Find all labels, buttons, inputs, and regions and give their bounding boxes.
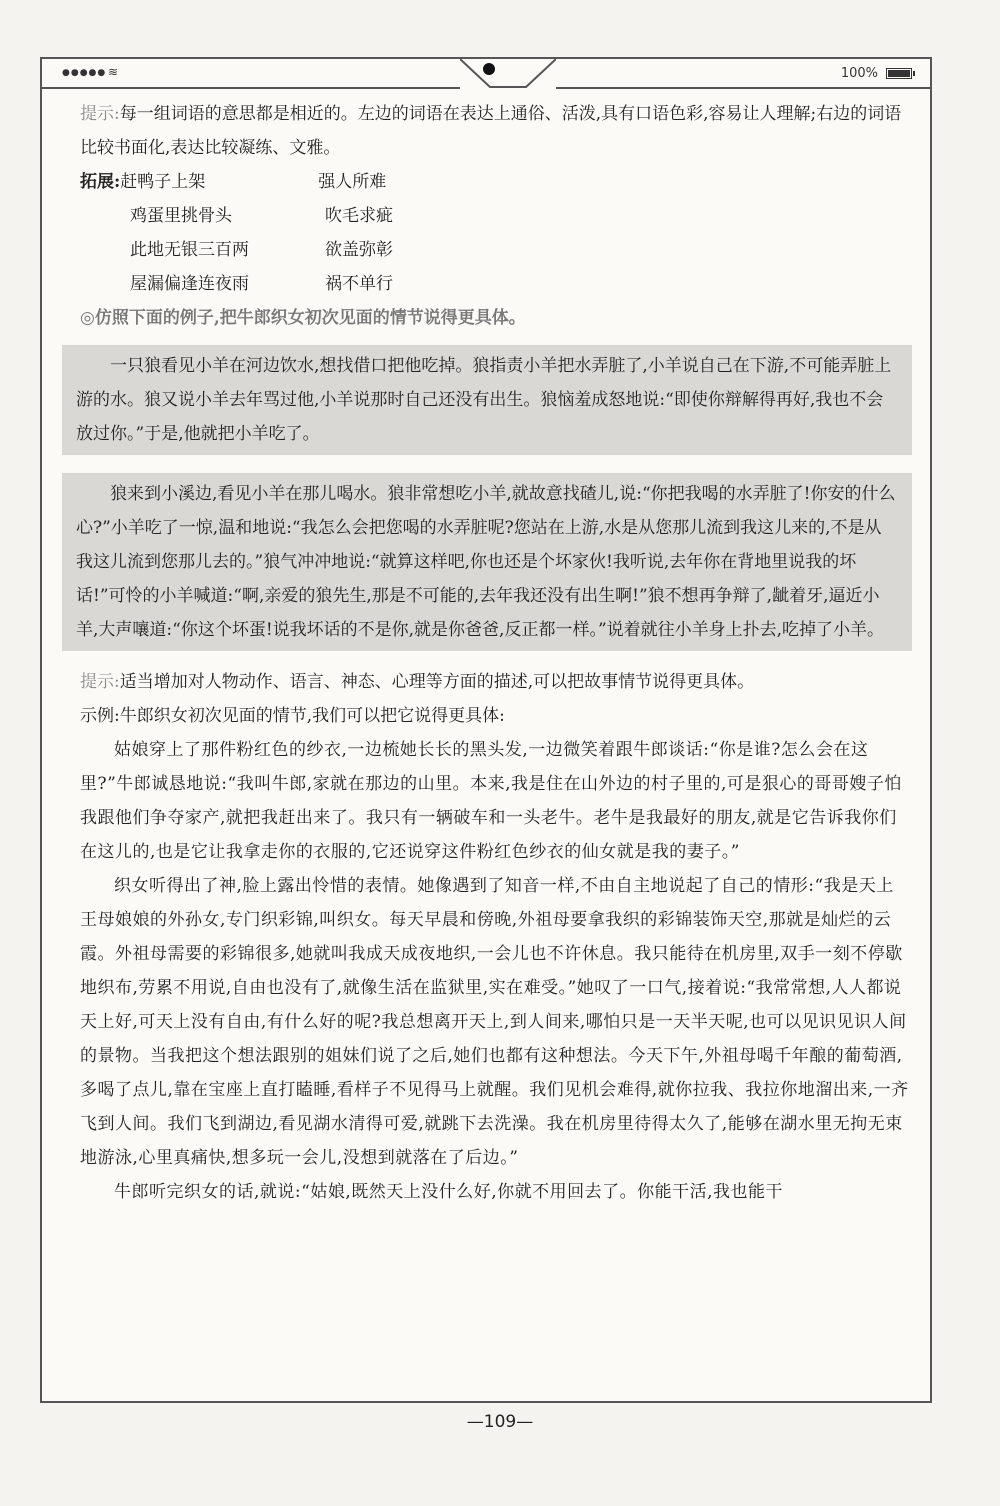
sample-story	[80, 733, 910, 1209]
story-paragraph: 织女听得出了神,脸上露出怜惜的表情。她像遇到了知音一样,不由自主地说起了自己的情形:“我是天上王母娘娘的外孙女,专门织彩锦,叫织女。每天早晨和傍晚,外祖母要拿我织的彩锦装饰天空,那就是灿烂的云霞。外祖母需要的彩锦很多,她就叫我成天成夜地织,一会儿也不许休息。我只能待在机房里,双手一刻不停歇地织布,劳累不用说,自由也没有了,就像生活在监狱里,实在难受。”她叹了一口气,接着说:“我常常想,人人都说天上好,可天上没有自由,有什么好的呢?我总想离开天上,到人间来,哪怕只是一天半天呢,也可以见识见识人间的景物。当我把这个想法跟别的姐妹们说了之后,她们也都有这种想法。今天下午,外祖母喝千年酿的葡萄酒,多喝了点儿,靠在宝座上直打瞌睡,看样子不见得马上就醒。我们见机会难得,就你拉我、我拉你地溜出来,一齐飞到人间。我们飞到湖边,看见湖水清得可爱,就跳下去洗澡。我在机房里待得太久了,能够在湖水里无拘无束地游泳,心里真痛快,想多玩一会儿,没想到就落在了后边。”	[80, 876, 909, 1168]
status-bar	[42, 59, 930, 89]
example-long-text: 狼来到小溪边,看见小羊在那儿喝水。狼非常想吃小羊,就故意找碴儿,说:“你把我喝的水弄脏了!你安的什么心?”小羊吃了一惊,温和地说:“我怎么会把您喝的水弄脏呢?您站在上游,水是从您那儿流到我这儿来的,不是从我这儿流到您那儿去的。”狼气冲冲地说:“就算这样吧,你也还是个坏家伙!我听说,去年你在背地里说我的坏话!”可怜的小羊喊道:“啊,亲爱的狼先生,那是不可能的,去年我还没有出生啊!”狼不想再争辩了,龇着牙,逼近小羊,大声嚷道:“你这个坏蛋!说我坏话的不是你,就是你爸爸,反正都一样。”说着就往小羊身上扑去,吃掉了小羊。	[76, 484, 896, 640]
example-short-box	[62, 345, 912, 455]
tip-label: 提示:	[80, 672, 120, 692]
sample-intro-text: 牛郎织女初次见面的情节,我们可以把它说得更具体:	[119, 706, 505, 726]
exercise-question: ◎仿照下面的例子,把牛郎织女初次见面的情节说得更具体。	[80, 308, 526, 328]
phrase-literary: 吹毛求疵	[325, 206, 393, 226]
extension-row	[80, 267, 910, 301]
phrase-literary: 祸不单行	[325, 274, 393, 294]
phrase-literary: 欲盖弥彰	[325, 240, 393, 260]
sample-label: 示例:	[80, 706, 120, 726]
page-content	[76, 97, 910, 1209]
page-number: —109—	[466, 1412, 534, 1432]
tablet-frame	[40, 57, 932, 1403]
story-paragraph: 牛郎听完织女的话,就说:“姑娘,既然天上没什么好,你就不用回去了。你能干活,我也能干	[114, 1182, 784, 1202]
camera-icon	[483, 63, 495, 75]
phrase-colloquial: 屋漏偏逢连夜雨	[130, 274, 249, 294]
battery-icon	[886, 68, 912, 79]
tip-1	[80, 97, 910, 165]
tip-text: 每一组词语的意思都是相近的。左边的词语在表达上通俗、活泼,具有口语色彩,容易让人理解;右边的词语比较书面化,表达比较凝练、文雅。	[80, 104, 902, 158]
extension-row	[80, 199, 910, 233]
extension-row	[80, 165, 910, 199]
example-long-box	[62, 473, 912, 651]
camera-notch	[460, 59, 556, 89]
example-short-text: 一只狼看见小羊在河边饮水,想找借口把他吃掉。狼指责小羊把水弄脏了,小羊说自己在下游,不可能弄脏上游的水。狼又说小羊去年骂过他,小羊说那时自己还没有出生。狼恼羞成怒地说:“即使你辩解得再好,我也不会放过你。”于是,他就把小羊吃了。	[76, 356, 892, 444]
tip-2	[80, 665, 910, 699]
tip-label: 提示:	[80, 104, 120, 124]
signal-icon: ●●●●●	[62, 68, 107, 78]
phrase-colloquial: 赶鸭子上架	[120, 172, 206, 192]
tip-text: 适当增加对人物动作、语言、神态、心理等方面的描述,可以把故事情节说得更具体。	[119, 672, 755, 692]
phrase-literary: 强人所难	[318, 172, 387, 192]
story-paragraph: 姑娘穿上了那件粉红色的纱衣,一边梳她长长的黑头发,一边微笑着跟牛郎谈话:“你是谁?怎么会在这里?”牛郎诚恳地说:“我叫牛郎,家就在那边的山里。本来,我是住在山外边的村子里的,可是狠心的哥哥嫂子怕我跟他们争夺家产,就把我赶出来了。我只有一辆破车和一头老牛。老牛是我最好的朋友,就是它告诉我你们在这儿的,也是它让我拿走你的衣服的,它还说穿这件粉红色纱衣的仙女就是我的妻子。”	[80, 740, 902, 862]
phrase-colloquial: 鸡蛋里挑骨头	[130, 206, 232, 226]
wifi-icon: ≋	[108, 65, 119, 79]
phrase-colloquial: 此地无银三百两	[130, 240, 249, 260]
battery-level: 100%	[840, 66, 878, 81]
extension-label: 拓展:	[80, 172, 121, 192]
sample-intro	[80, 699, 910, 733]
extension-row	[80, 233, 910, 267]
